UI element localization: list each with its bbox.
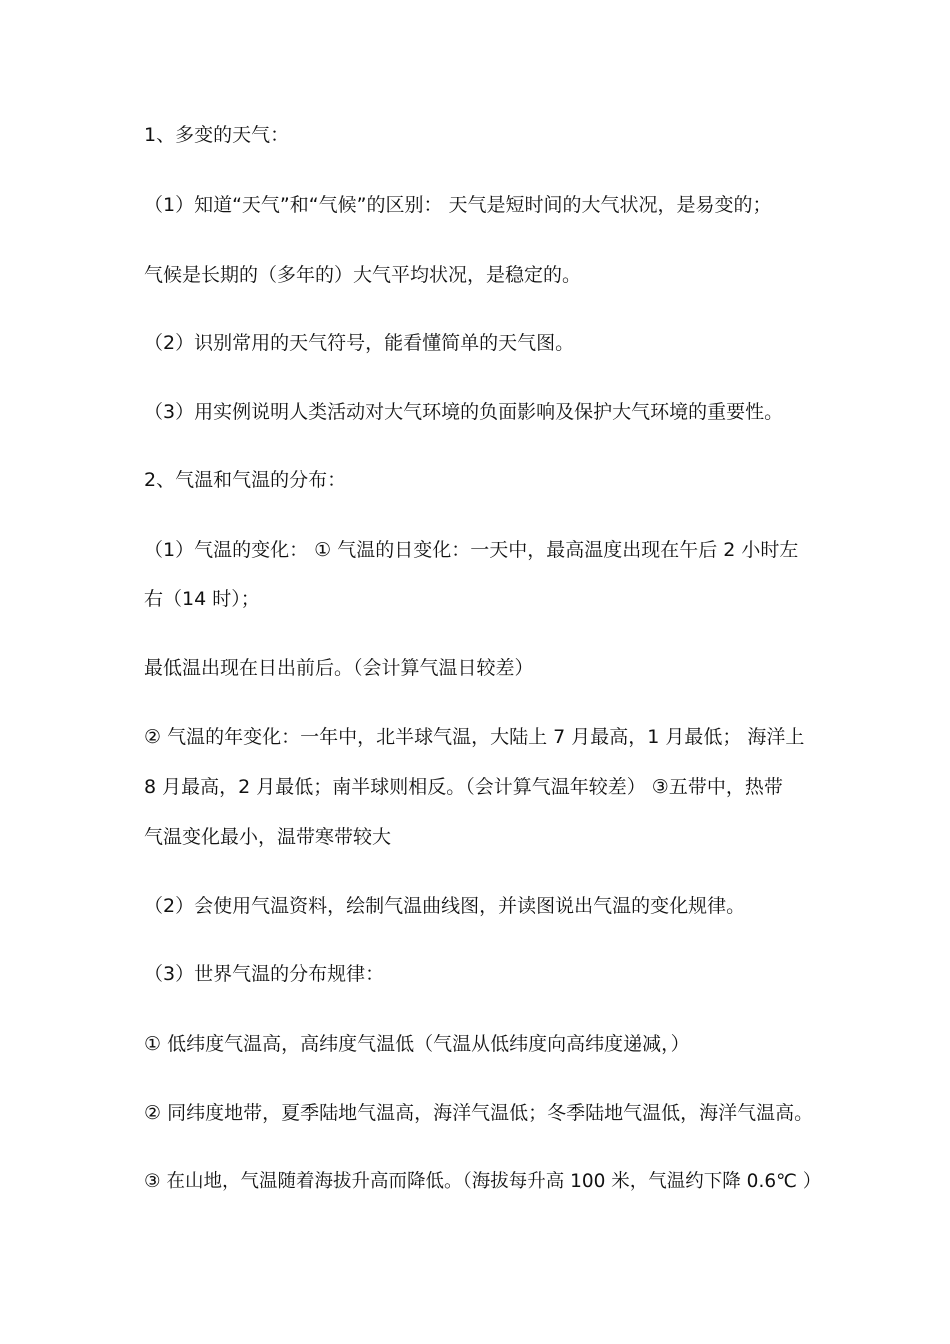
paragraph-line: ① 低纬度气温高，高纬度气温低（气温从低纬度向高纬度递减，）: [144, 1033, 690, 1055]
paragraph-line: （2）会使用气温资料，绘制气温曲线图，并读图说出气温的变化规律。: [144, 895, 746, 917]
heading-weather: 1、多变的天气：: [144, 124, 290, 146]
heading-temperature: 2、气温和气温的分布：: [144, 469, 347, 491]
paragraph-line: ③ 在山地，气温随着海拔升高而降低。（海拔每升高 100 米，气温约下降 0.6℃ ）: [144, 1171, 822, 1192]
paragraph-line: （2）识别常用的天气符号，能看懂简单的天气图。: [144, 332, 575, 354]
paragraph-line: 最低温出现在日出前后。（会计算气温日较差）: [144, 657, 534, 679]
paragraph-line: ② 气温的年变化：一年中，北半球气温，大陆上 7 月最高，1 月最低； 海洋上: [144, 726, 805, 748]
paragraph-line: 右（14 时）；: [144, 588, 260, 610]
paragraph-line: 8 月最高，2 月最低；南半球则相反。（会计算气温年较差） ③五带中，热带: [144, 776, 783, 798]
paragraph-line: （3）用实例说明人类活动对大气环境的负面影响及保护大气环境的重要性。: [144, 401, 784, 423]
paragraph-line: （3）世界气温的分布规律：: [144, 963, 385, 985]
paragraph-line: （1）知道“天气”和“气候”的区别： 天气是短时间的大气状况，是易变的；: [144, 194, 772, 216]
paragraph-line: （1）气温的变化： ① 气温的日变化：一天中，最高温度出现在午后 2 小时左: [144, 539, 799, 561]
paragraph-line: ② 同纬度地带，夏季陆地气温高，海洋气温低；冬季陆地气温低，海洋气温高。: [144, 1102, 814, 1124]
paragraph-line: 气温变化最小，温带寒带较大: [144, 826, 392, 848]
paragraph-line: 气候是长期的（多年的）大气平均状况，是稳定的。: [144, 264, 582, 286]
